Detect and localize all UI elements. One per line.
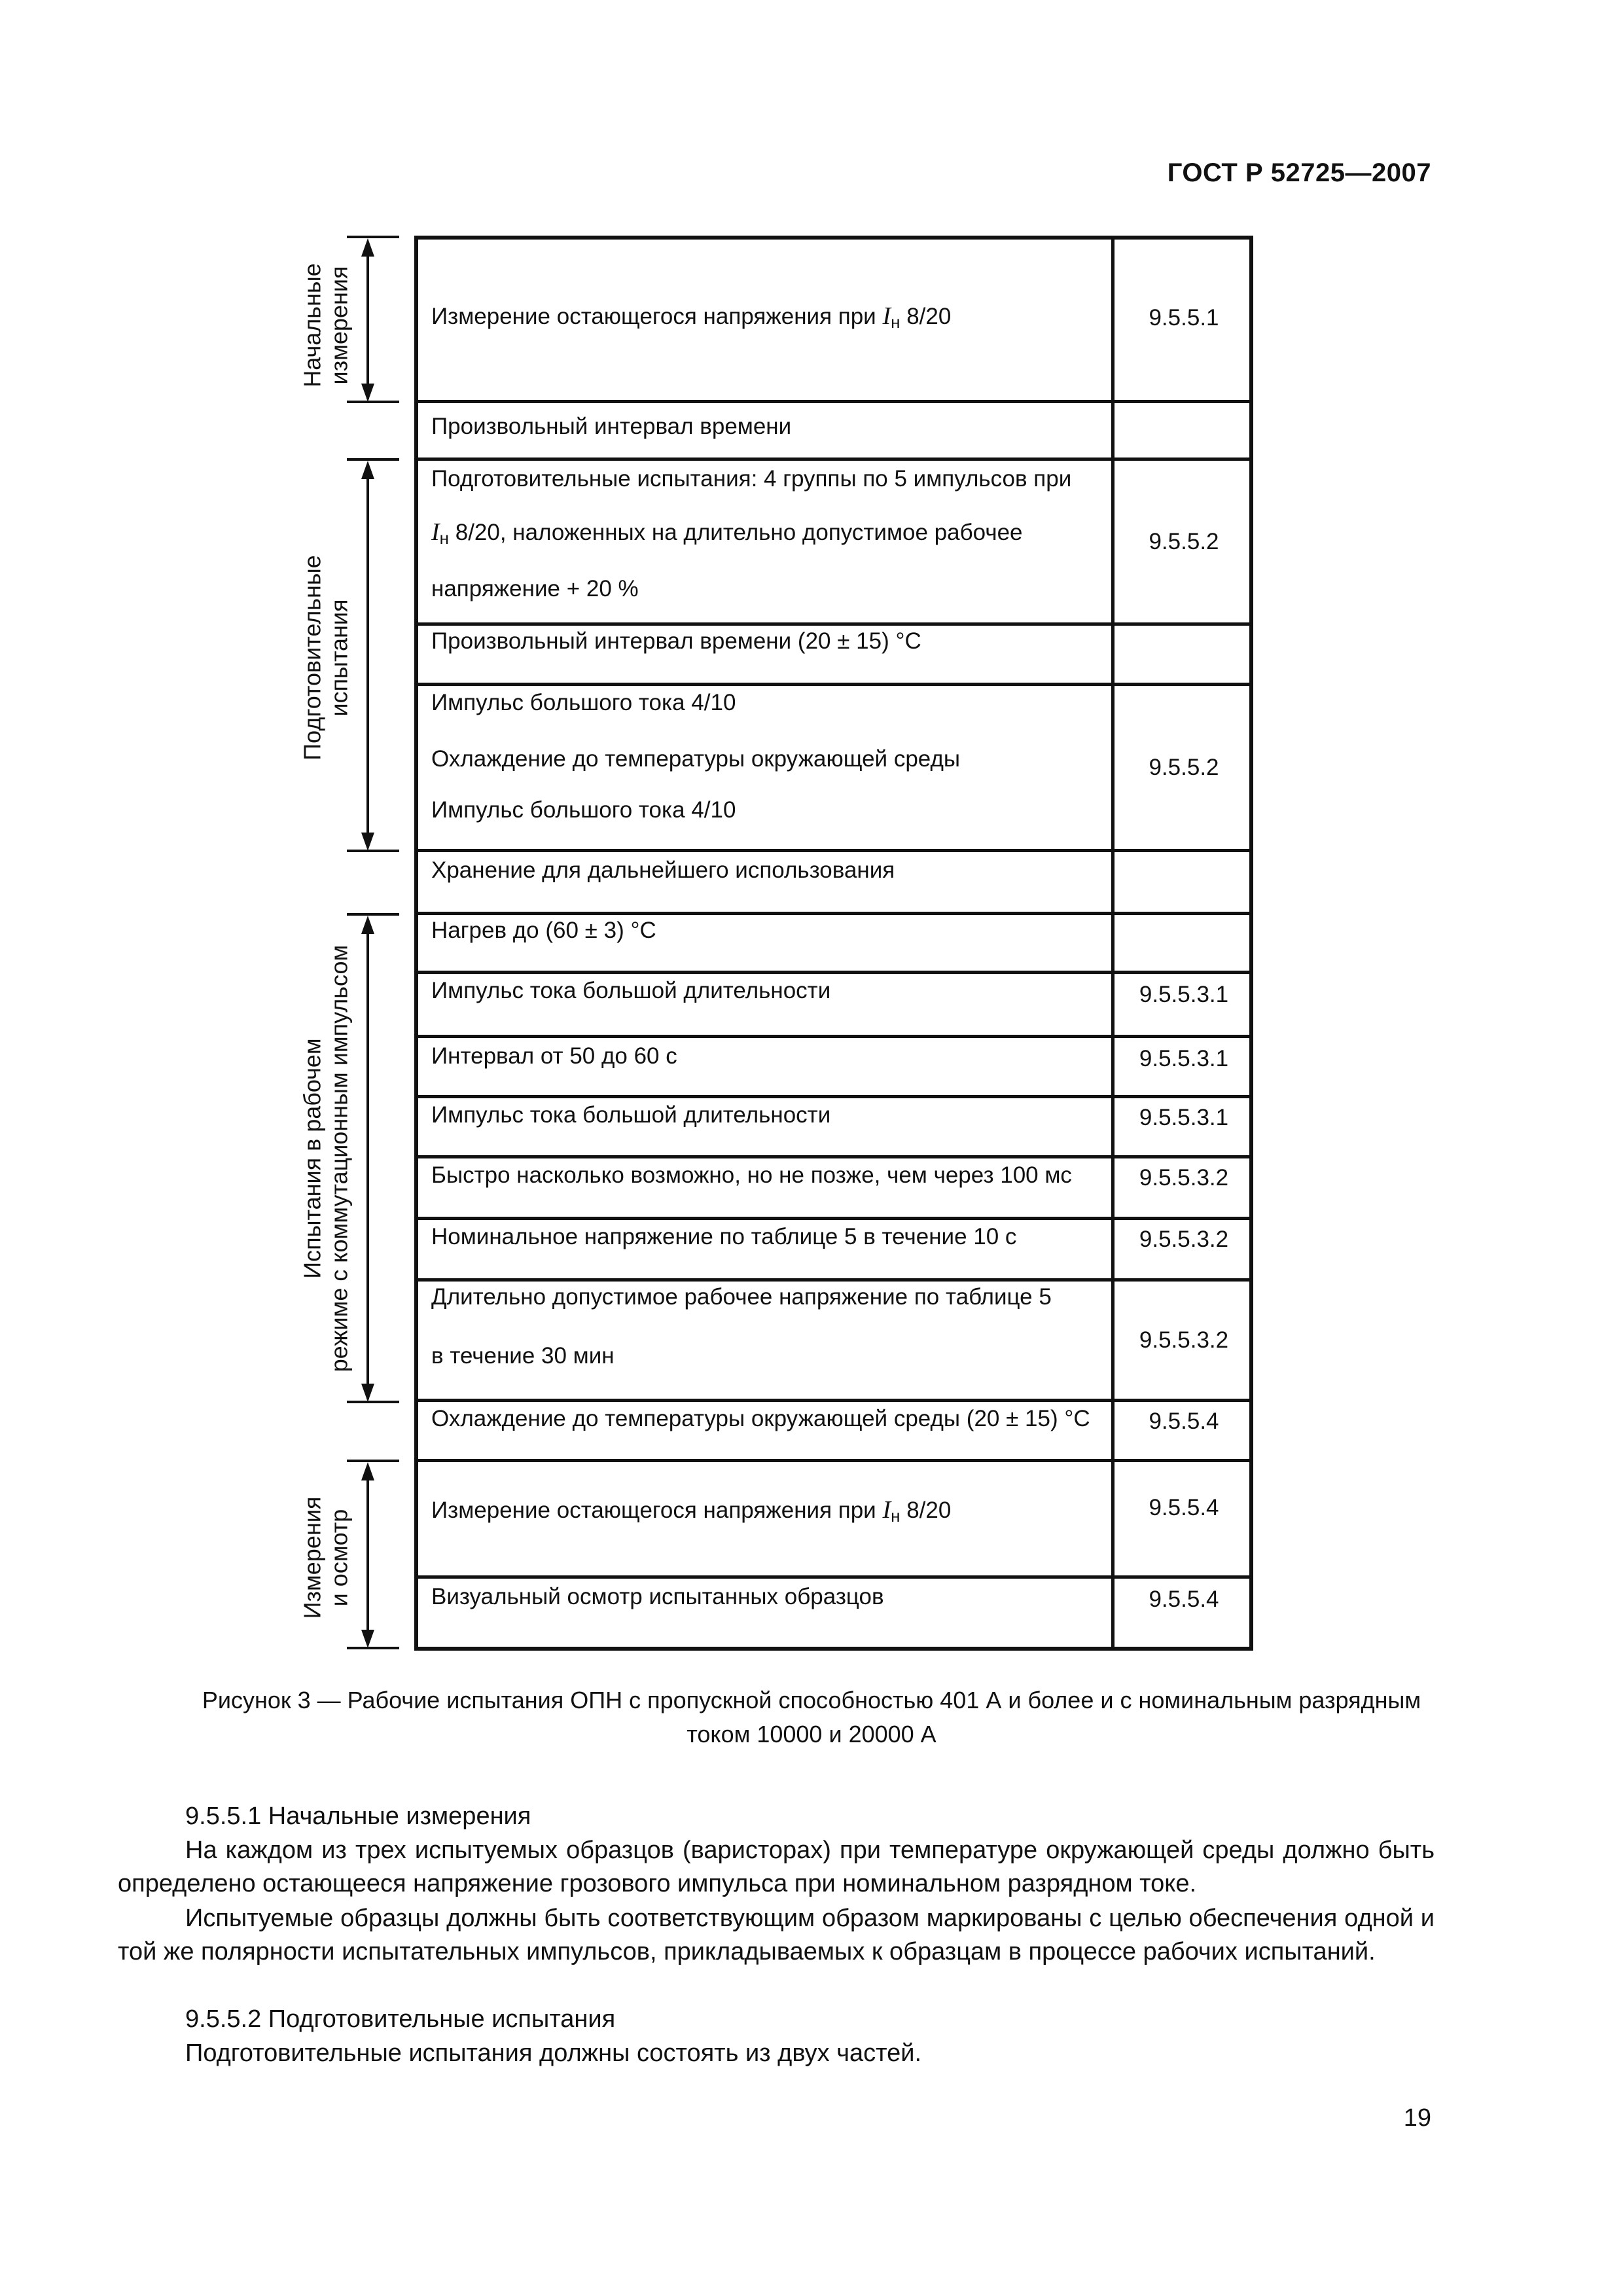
table-row	[414, 1282, 1253, 1402]
table-row	[414, 1462, 1253, 1579]
bracket-line	[366, 1469, 369, 1645]
reference-cell: 9.5.5.3.2	[1115, 1220, 1253, 1282]
bracket-line	[366, 245, 369, 399]
paragraph: На каждом из трех испытуемых образцов (варисторах) при температуре окружающей среды должно быть определено остающееся напряжение грозового импульса при номинальном разрядном токе.	[118, 1837, 1435, 1898]
bracket-line	[366, 468, 369, 848]
arrow-up-icon	[361, 916, 374, 934]
table-row	[414, 1038, 1253, 1098]
reference-cell: 9.5.5.3.1	[1115, 974, 1253, 1038]
step-cell	[414, 1579, 1115, 1651]
reference-cell: 9.5.5.3.2	[1115, 1282, 1253, 1402]
step-text: Произвольный интервал времени (20 ± 15) °С	[431, 628, 921, 654]
group-label: Начальные измерения	[298, 263, 353, 387]
step-text: Измерение остающегося напряжения при $I_н$ 8/20	[431, 302, 952, 332]
group-label: Измерения и осмотр	[298, 1496, 353, 1619]
step-text: в течение 30 мин	[431, 1343, 615, 1369]
step-cell	[414, 686, 1115, 852]
table-row	[414, 461, 1253, 626]
reference-cell: 9.5.5.3.1	[1115, 1038, 1253, 1098]
reference-cell: 9.5.5.3.2	[1115, 1158, 1253, 1220]
step-cell	[414, 626, 1115, 686]
table-row	[414, 686, 1253, 852]
section-heading: 9.5.5.1 Начальные измерения	[185, 1803, 531, 1830]
table-row	[414, 626, 1253, 686]
group-label: Подготовительные испытания	[298, 555, 353, 761]
table-row	[414, 1158, 1253, 1220]
table-row	[414, 1402, 1253, 1462]
step-text: Интервал от 50 до 60 с	[431, 1043, 677, 1069]
reference-cell: 9.5.5.4	[1115, 1462, 1253, 1579]
table-row	[414, 1579, 1253, 1651]
step-cell	[414, 1158, 1115, 1220]
page-number: 19	[1403, 2104, 1431, 2132]
table-row	[414, 915, 1253, 974]
step-text: Импульс тока большой длительности	[431, 1102, 831, 1128]
step-text: Охлаждение до температуры окружающей среды (20 ± 15) °С	[431, 1406, 1090, 1431]
step-cell	[414, 852, 1115, 915]
reference-cell	[1115, 626, 1253, 686]
step-text: напряжение + 20 %	[431, 576, 639, 601]
figure-caption: Рисунок 3 — Рабочие испытания ОПН с пропускной способностью 401 А и более и с номинальным разрядным током 10000 и 20000 А	[202, 1687, 1421, 1748]
step-text: Произвольный интервал времени	[431, 414, 792, 439]
reference-cell: 9.5.5.4	[1149, 1587, 1219, 1612]
step-cell	[414, 403, 1115, 461]
paragraph: Испытуемые образцы должны быть соответствующим образом маркированы с целью обеспечения одной и той же полярности испытательных импульсов, прикладываемых к образцам в процессе рабочих испытаний.	[118, 1905, 1435, 1966]
step-cell	[414, 1282, 1115, 1402]
step-text: Длительно допустимое рабочее напряжение по таблице 5	[431, 1284, 1052, 1310]
step-text: $I_н$ 8/20, наложенных на длительно допустимое рабочее	[431, 518, 1023, 548]
step-cell	[414, 1098, 1115, 1158]
step-cell	[414, 1402, 1115, 1462]
arrow-down-icon	[361, 384, 374, 402]
arrow-up-icon	[361, 461, 374, 479]
step-text: Нагрев до (60 ± 3) °С	[431, 918, 656, 943]
step-text: Хранение для дальнейшего использования	[431, 857, 895, 883]
table-row	[414, 852, 1253, 915]
reference-cell: 9.5.5.3.1	[1115, 1098, 1253, 1158]
step-cell	[414, 1220, 1115, 1282]
document-code: ГОСТ Р 52725—2007	[1167, 158, 1431, 187]
reference-cell: 9.5.5.4	[1115, 1402, 1253, 1462]
step-text: Импульс большого тока 4/10	[431, 797, 736, 823]
reference-cell: 9.5.5.2	[1115, 686, 1253, 852]
table-row	[414, 1220, 1253, 1282]
reference-cell	[1115, 403, 1253, 461]
reference-cell	[1115, 852, 1253, 915]
step-text: Импульс тока большой длительности	[431, 978, 831, 1003]
paragraph: Подготовительные испытания должны состоять из двух частей.	[185, 2039, 922, 2067]
reference-cell	[1115, 915, 1253, 974]
table-row	[414, 236, 1253, 403]
arrow-up-icon	[361, 1462, 374, 1480]
step-text: Охлаждение до температуры окружающей среды	[431, 746, 961, 772]
step-text: Быстро насколько возможно, но не позже, чем через 100 мс	[431, 1162, 1072, 1188]
arrow-down-icon	[361, 833, 374, 851]
step-text: Импульс большого тока 4/10	[431, 690, 736, 715]
arrow-up-icon	[361, 238, 374, 257]
table-row	[414, 974, 1253, 1038]
reference-cell: 9.5.5.1	[1115, 236, 1253, 403]
table-row	[414, 1098, 1253, 1158]
step-cell	[414, 236, 1115, 403]
step-cell	[414, 974, 1115, 1038]
step-text: Визуальный осмотр испытанных образцов	[431, 1584, 884, 1609]
step-cell	[414, 915, 1115, 974]
table-row	[414, 403, 1253, 461]
step-text: Подготовительные испытания: 4 группы по 5 импульсов при	[431, 466, 1072, 492]
step-text: Измерение остающегося напряжения при $I_н$ 8/20	[431, 1496, 952, 1526]
section-heading: 9.5.5.2 Подготовительные испытания	[185, 2005, 616, 2033]
step-cell	[414, 1038, 1115, 1098]
arrow-down-icon	[361, 1384, 374, 1402]
bracket-line	[366, 923, 369, 1399]
reference-cell: 9.5.5.2	[1115, 461, 1253, 626]
group-label: Испытания в рабочем режиме с коммутационным импульсом	[298, 944, 353, 1372]
step-text: Номинальное напряжение по таблице 5 в течение 10 с	[431, 1224, 1017, 1249]
arrow-down-icon	[361, 1630, 374, 1648]
step-cell	[414, 1462, 1115, 1579]
step-cell	[414, 461, 1115, 626]
